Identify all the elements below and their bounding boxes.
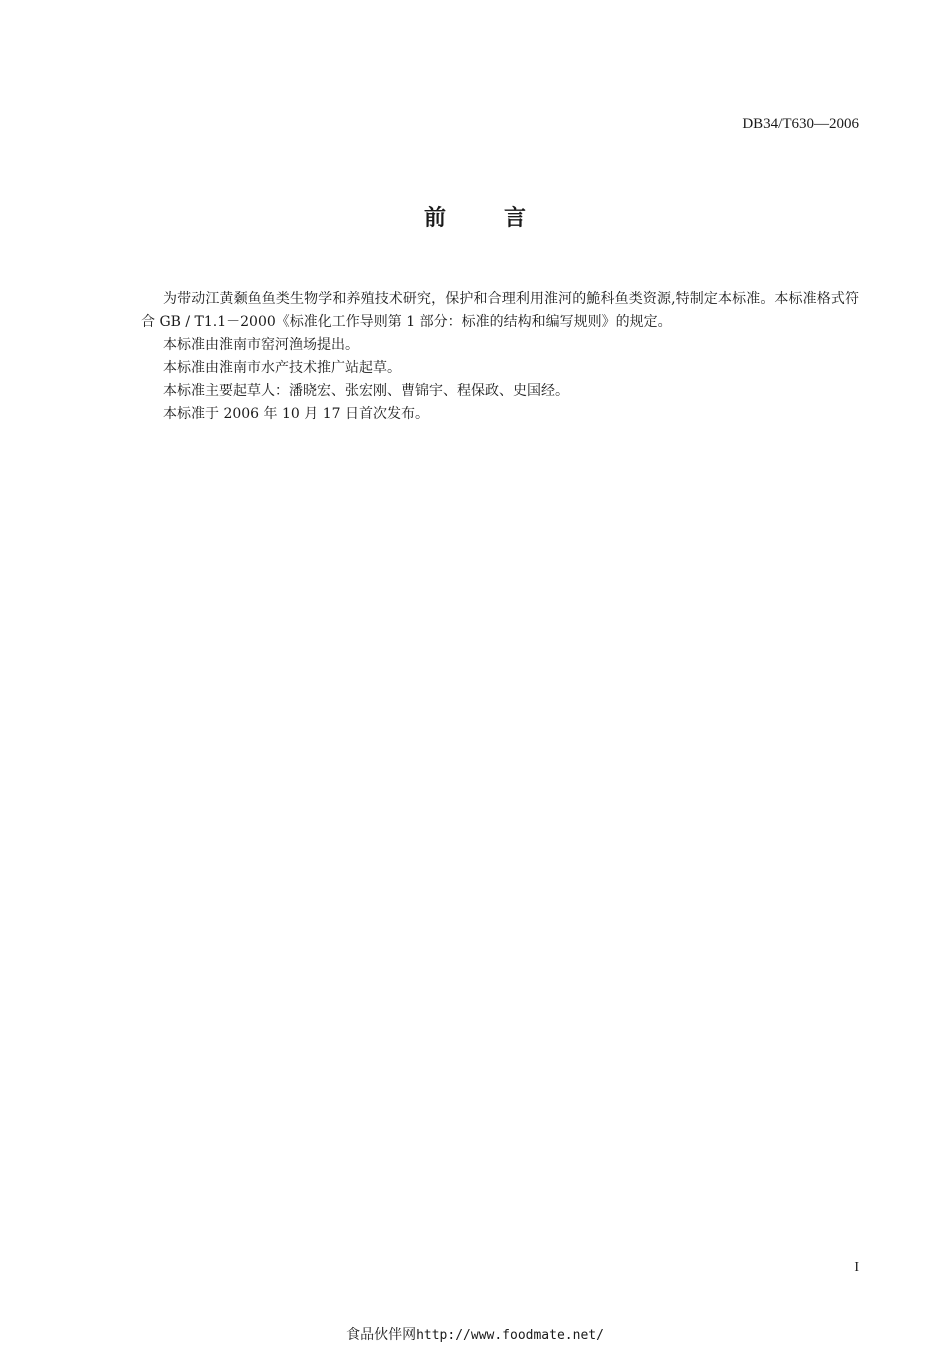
paragraph-proposer: 本标准由淮南市窑河渔场提出。 [163, 337, 359, 353]
standard-code: DB34/T630—2006 [742, 116, 859, 132]
foreword-body [141, 288, 859, 426]
footer-site-name: 食品伙伴网 [346, 1327, 417, 1343]
page-number: I [854, 1260, 859, 1275]
paragraph-purpose: 为带动江黄颡鱼鱼类生物学和养殖技术研究，保护和合理利用淮河的鮠科鱼类资源,特制定本标准。本标准格式符合 GB / T1.1－2000《标准化工作导则第 1 部分：标准的结构和编写规则》的规定。 [141, 291, 859, 330]
paragraph-drafter-org: 本标准由淮南市水产技术推广站起草。 [163, 360, 401, 376]
paragraph-release-date: 本标准于 2006 年 10 月 17 日首次发布。 [163, 406, 429, 422]
title-char-2: 言 [504, 206, 527, 231]
section-title [0, 204, 950, 234]
paragraph-drafters: 本标准主要起草人：潘晓宏、张宏刚、曹锦宇、程保政、史国经。 [163, 383, 569, 399]
footer-url-link[interactable]: http://www.foodmate.net/ [416, 1328, 604, 1343]
footer-watermark [0, 1325, 950, 1346]
title-char-1: 前 [423, 206, 446, 231]
